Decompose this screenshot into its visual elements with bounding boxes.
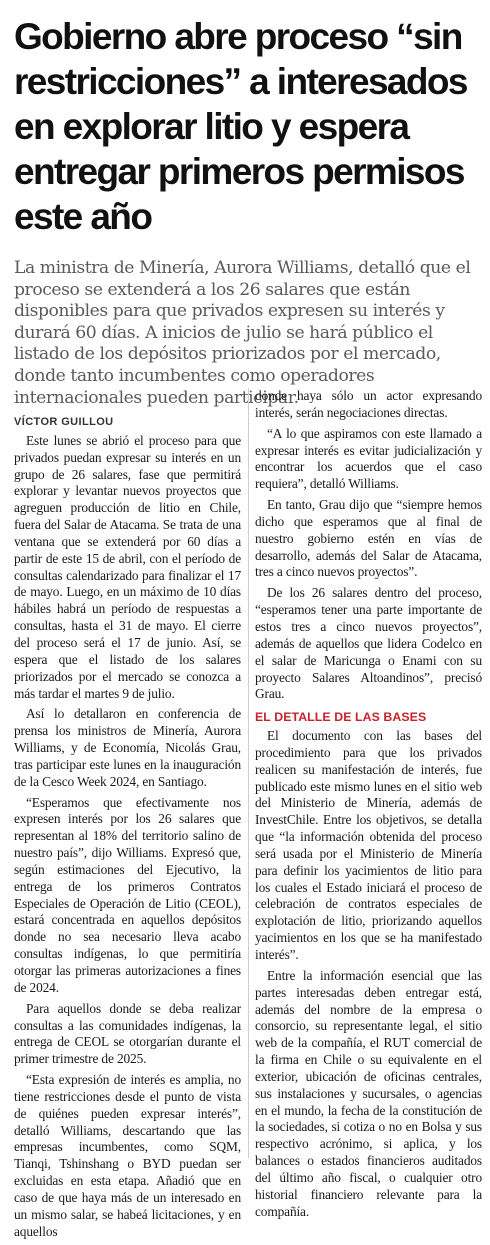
body-paragraph: Así lo detallaron en conferencia de prensa los ministros de Minería, Aurora Williams, y de Economía, Nicolás Grau, tras participar este lunes en la inauguración de la Cesco Week 2024, en Santiago. — [14, 706, 241, 789]
left-column — [14, 414, 241, 1245]
body-paragraph: El documento con las bases del procedimiento para que los privados realicen su manifestación de interés, fue publicado este mismo lunes en el sitio web del Ministerio de Minería, además de InvestChile. Entre los objetivos, se detalla que “la información obtenida del proceso será usada por el Ministerio de Minería para definir los yacimientos de litio para los cuales el Estado iniciará el proceso de celebración de contratos especiales de explotación de litio, priorizando aquellos yacimientos en los que se ha manifestado interés”. — [255, 728, 482, 962]
body-paragraph: “Esta expresión de interés es amplia, no tiene restricciones desde el punto de vista de quiénes pueden expresar interés”, detalló Williams, descartando que las empresas incumbentes, como SQM, Tianqi, Tshinshang o BYD puedan ser excluidas en esta etapa. Añadió que en caso de que haya más de un interesado en un mismo salar, se habeá licitaciones, y en aquellos — [14, 1072, 241, 1239]
body-paragraph: “A lo que aspiramos con este llamado a expresar interés es evitar judicialización y encontrar los acuerdos que el caso requiera”, detalló Williams. — [255, 425, 482, 492]
right-column — [255, 388, 482, 1225]
body-paragraph: donde haya sólo un actor expresando interés, serán negociaciones directas. — [255, 388, 482, 420]
body-paragraph: En tanto, Grau dijo que “siempre hemos dicho que esperamos que al final de nuestro gobierno estén en vías de desarrollo, además del Salar de Atacama, tres a cinco nuevos proyectos”. — [255, 497, 482, 580]
section-subhead: EL DETALLE DE LAS BASES — [255, 710, 427, 725]
body-paragraph: Este lunes se abrió el proceso para que privados puedan expresar su interés en un grupo de 26 salares, fase que permitirá explorar y levantar nuevos proyectos que agreguen producción de litio en Chile, fuera del Salar de Atacama. Se trata de una ventana que se extenderá por 60 días a partir de este 15 de abril, con el período de consultas calendarizado para finalizar el 17 de mayo. Luego, en un máximo de 10 días hábiles habrá un período de respuestas a consultas, hasta el 31 de mayo. El cierre del proceso será el 17 de junio. Así, se espera que el listado de los salares priorizados por el mercado se conozca a más tardar el martes 9 de julio. — [14, 432, 241, 701]
headline: Gobierno abre proceso “sin restricciones” a interesados en explorar litio y espera entregar primeros permisos este año — [14, 16, 467, 237]
body-paragraph: De los 26 salares dentro del proceso, “esperamos tener una parte importante de estos tres a cinco nuevos proyectos”, además de aquellos que lidera Codelco en el salar de Maricunga o Enami con su proyecto Salares Altoandinos”, precisó Grau. — [255, 585, 482, 702]
body-paragraph: Para aquellos donde se deba realizar consultas a las comunidades indígenas, la entrega de CEOL se otorgarían durante el primer trimestre de 2025. — [14, 1000, 241, 1067]
column-divider — [248, 388, 249, 1158]
body-paragraph: “Esperamos que efectivamente nos expresen interés por los 26 salares que representan al 18% del territorio salino de nuestro país”, dijo Williams. Expresó que, según estimaciones del Ejecutivo, la entrega de los primeros Contratos Especiales de Operación de Litio (CEOL), estará concentrada en aquellos depósitos donde no sea necesario lleva acabo consultas indígenas, lo que permitiría otorgar las primeras autorizaciones a fines de 2024. — [14, 794, 241, 995]
byline: VÍCTOR GUILLOU — [14, 416, 114, 428]
body-paragraph: Entre la información esencial que las partes interesadas deben entregar está, además del nombre de la empresa o consorcio, su representante legal, el sitio web de la compañía, el RUT comercial de la firma en Chile o su equivalente en el exterior, ubicación de oficinas centrales, sus instalaciones y sucursales, o agencias en el mundo, la fecha de la constitución de la sociedades, si cotiza o no en Bolsa y sus respectivo acrónimo, si aplica, y los balances o estados financieros auditados del último año fiscal, o cualquier otro historial financiero relevante para la compañía. — [255, 967, 482, 1219]
deck-summary: La ministra de Minería, Aurora Williams, detalló que el proceso se extenderá a los 26 salares que están disponibles para que privados expresen su interés y durará 60 días. A inicios de julio se hará público el listado de los depósitos priorizados por el mercado, donde tanto incumbentes como operadores internacionales pueden participar. — [14, 258, 471, 408]
